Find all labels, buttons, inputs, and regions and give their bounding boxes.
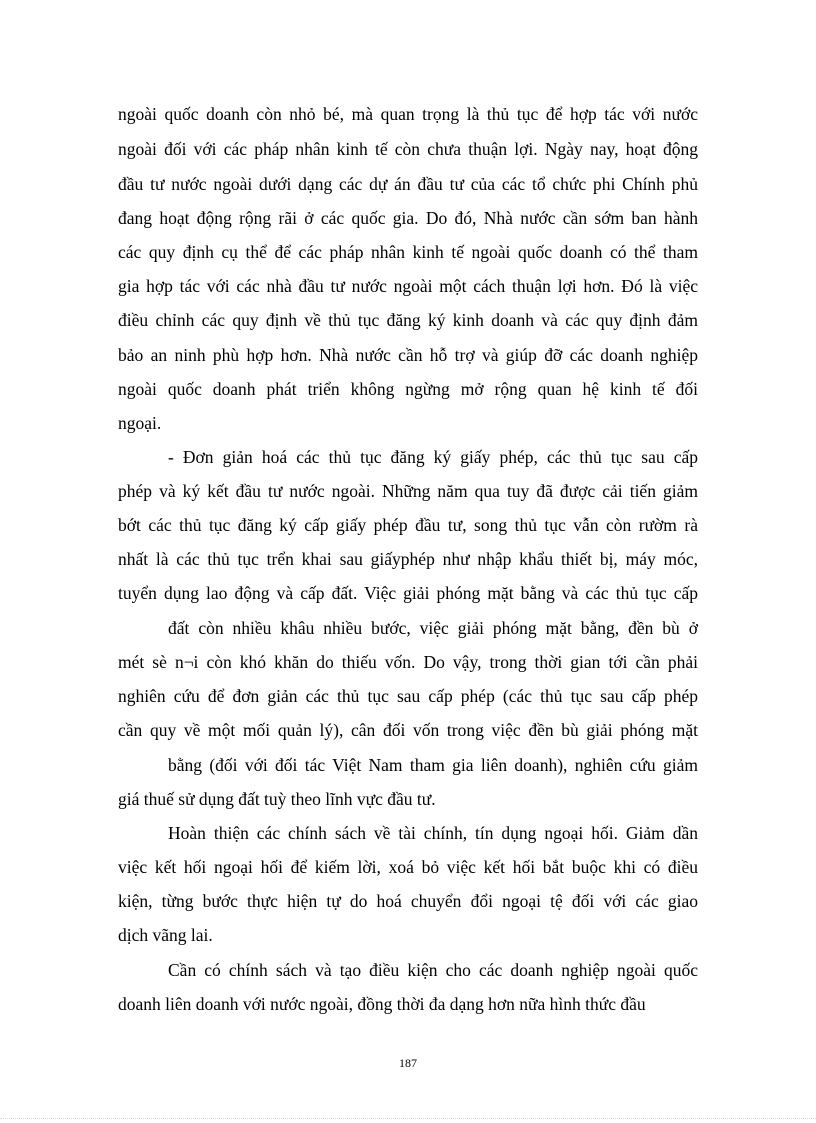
text-line: tuyển dụng lao động và cấp đất. Việc giải phóng mặt bằng và các thủ tục cấp	[118, 583, 698, 603]
text-line: gia hợp tác với các nhà đầu tư nước ngoài một cách thuận lợi hơn. Đó là việc	[118, 276, 698, 296]
text-line: bớt các thủ tục đăng ký cấp giấy phép đầu tư, song thủ tục vẫn còn rườm rà	[118, 515, 698, 535]
text-line: Hoàn thiện các chính sách về tài chính, tín dụng ngoại hối. Giảm dần	[168, 823, 698, 843]
text-line: ngoài quốc doanh phát triển không ngừng mở rộng quan hệ kinh tế đối	[118, 379, 698, 399]
text-line: ngoài đối với các pháp nhân kinh tế còn chưa thuận lợi. Ngày nay, hoạt động	[118, 139, 698, 159]
text-line: dịch vãng lai.	[118, 925, 213, 945]
text-line: đang hoạt động rộng rãi ở các quốc gia. Do đó, Nhà nước cần sớm ban hành	[118, 208, 698, 228]
text-line: bảo an ninh phù hợp hơn. Nhà nước cần hỗ trợ và giúp đỡ các doanh nghiệp	[118, 345, 698, 365]
text-line: giá thuế sử dụng đất tuỳ theo lĩnh vực đầu tư.	[118, 789, 436, 809]
text-line: mét sè n¬i còn khó khăn do thiếu vốn. Do vậy, trong thời gian tới cần phải	[118, 652, 698, 672]
text-line: Cần có chính sách và tạo điều kiện cho các doanh nghiệp ngoài quốc	[168, 960, 698, 980]
text-line: bằng (đối với đối tác Việt Nam tham gia liên doanh), nghiên cứu giảm	[168, 755, 698, 775]
text-line: việc kết hối ngoại hối để kiếm lời, xoá bỏ việc kết hối bắt buộc khi có điều	[118, 857, 698, 877]
text-line: phép và ký kết đầu tư nước ngoài. Những năm qua tuy đã được cải tiến giảm	[118, 481, 698, 501]
text-line: ngoài quốc doanh còn nhỏ bé, mà quan trọng là thủ tục để hợp tác với nước	[118, 104, 698, 124]
bottom-divider	[0, 1118, 816, 1119]
text-line: đất còn nhiều khâu nhiều bước, việc giải phóng mặt bằng, đền bù ở	[168, 618, 698, 638]
text-line: doanh liên doanh với nước ngoài, đồng thời đa dạng hơn nữa hình thức đầu	[118, 994, 646, 1014]
text-line: ngoại.	[118, 413, 162, 433]
page-number: 187	[399, 1056, 417, 1070]
text-line: điều chỉnh các quy định về thủ tục đăng ký kinh doanh và các quy định đảm	[118, 310, 698, 330]
text-line: - Đơn giản hoá các thủ tục đăng ký giấy phép, các thủ tục sau cấp	[168, 447, 698, 467]
text-line: kiện, từng bước thực hiện tự do hoá chuyển đổi ngoại tệ đối với các giao	[118, 891, 698, 911]
text-line: nhất là các thủ tục trển khai sau giấyphép như nhập khẩu thiết bị, máy móc,	[118, 549, 698, 569]
text-line: các quy định cụ thể để các pháp nhân kinh tế ngoài quốc doanh có thể tham	[118, 242, 698, 262]
text-line: cần quy về một mối quản lý), cân đối vốn trong việc đền bù giải phóng mặt	[118, 720, 698, 740]
text-line: nghiên cứu để đơn giản các thủ tục sau cấp phép (các thủ tục sau cấp phép	[118, 686, 698, 706]
text-line: đầu tư nước ngoài dưới dạng các dự án đầu tư của các tổ chức phi Chính phủ	[118, 174, 698, 194]
